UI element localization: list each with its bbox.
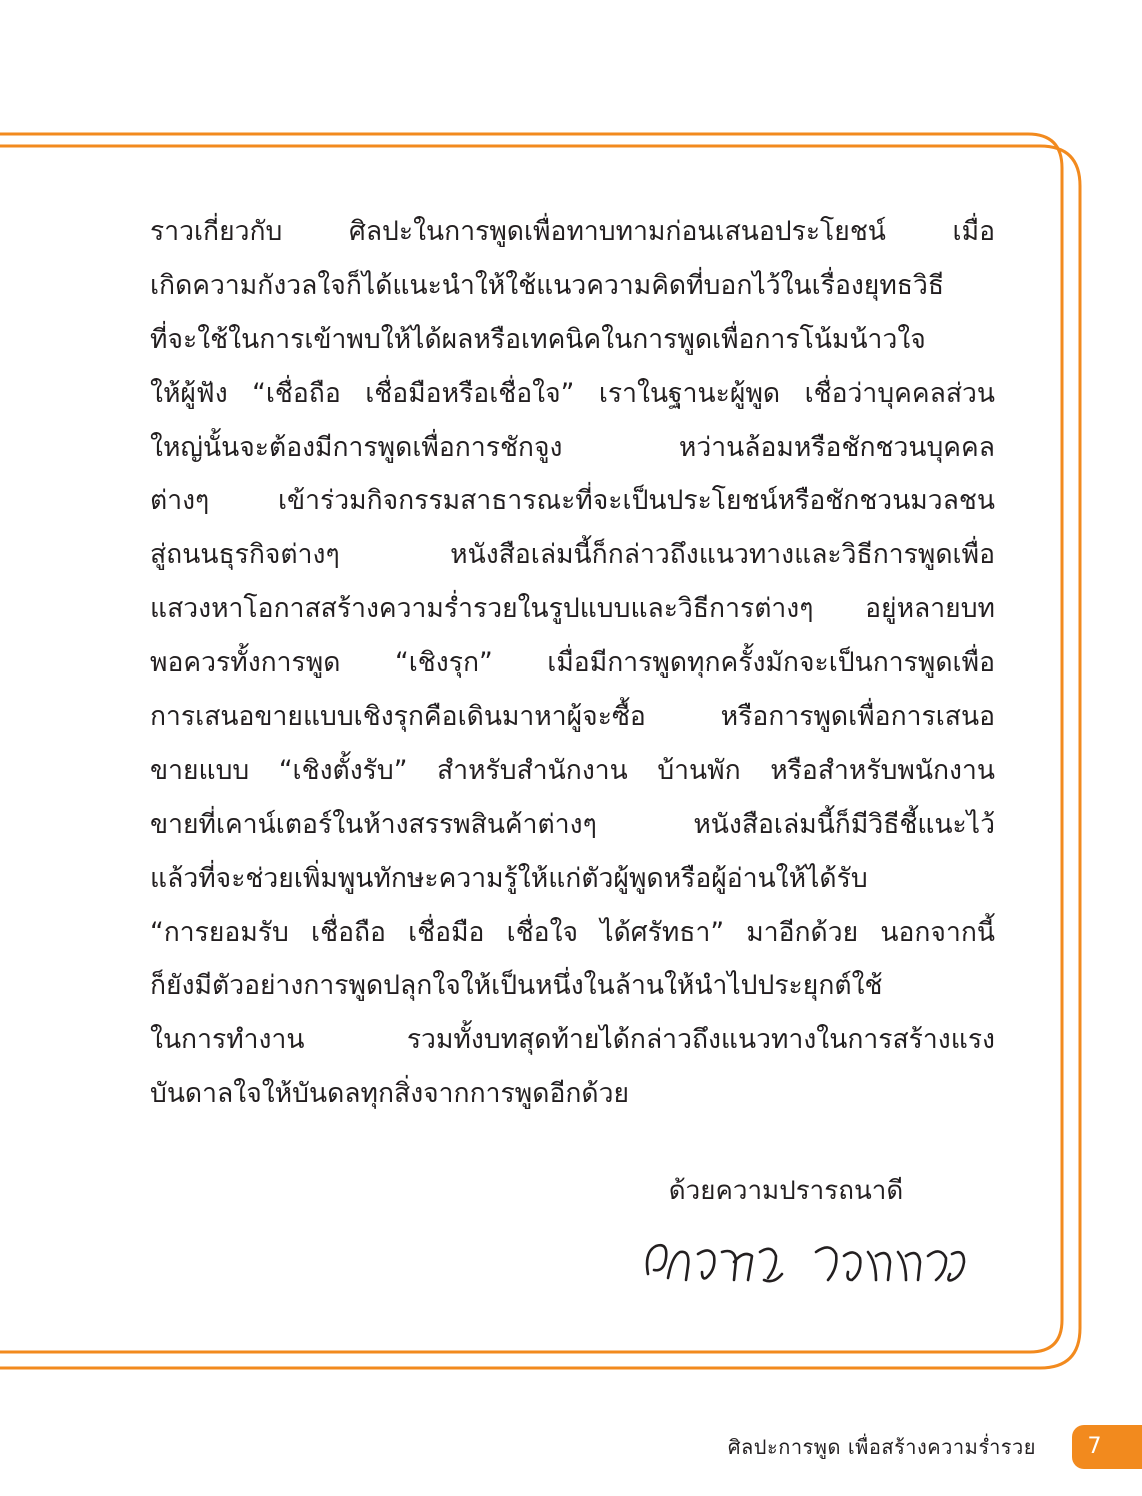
author-signature <box>640 1222 970 1292</box>
body-line: สู่ถนนธุรกิจต่างๆ หนังสือเล่มนี้ก็กล่าวถึงแนวทางและวิธีการพูดเพื่อ <box>150 539 995 571</box>
body-line: “การยอมรับ เชื่อถือ เชื่อมือ เชื่อใจ ได้ศรัทธา” มาอีกด้วย นอกจากนี้ <box>150 916 995 948</box>
body-line: เกิดความกังวลใจก็ได้แนะนำให้ใช้แนวความคิดที่บอกไว้ในเรื่องยุทธวิธี <box>150 269 945 301</box>
page-number: 7 <box>1087 1434 1102 1459</box>
body-line: บันดาลใจให้บันดลทุกสิ่งจากการพูดอีกด้วย <box>150 1078 630 1110</box>
body-line: ที่จะใช้ในการเข้าพบให้ได้ผลหรือเทคนิคในการพูดเพื่อการโน้มน้าวใจ <box>150 323 926 355</box>
body-line: ก็ยังมีตัวอย่างการพูดปลุกใจให้เป็นหนึ่งในล้านให้นำไปประยุกต์ใช้ <box>150 970 883 1002</box>
body-line: ในการทำงาน รวมทั้งบทสุดท้ายได้กล่าวถึงแนวทางในการสร้างแรง <box>150 1024 995 1056</box>
body-line: การเสนอขายแบบเชิงรุกคือเดินมาหาผู้จะซื้อ หรือการพูดเพื่อการเสนอ <box>150 701 995 733</box>
body-line: แล้วที่จะช่วยเพิ่มพูนทักษะความรู้ให้แก่ตัวผู้พูดหรือผู้อ่านให้ได้รับ <box>150 862 868 894</box>
body-line: ใหญ่นั้นจะต้องมีการพูดเพื่อการชักจูง หว่านล้อมหรือชักชวนบุคคล <box>150 431 995 463</box>
foreword-body <box>150 205 995 1121</box>
body-line: ให้ผู้ฟัง “เชื่อถือ เชื่อมือหรือเชื่อใจ” เราในฐานะผู้พูด เชื่อว่าบุคคลส่วน <box>150 377 995 409</box>
body-line: ขายแบบ “เชิงตั้งรับ” สำหรับสำนักงาน บ้านพัก หรือสำหรับพนักงาน <box>150 754 995 786</box>
body-line: ราวเกี่ยวกับ ศิลปะในการพูดเพื่อทาบทามก่อนเสนอประโยชน์ เมื่อ <box>150 216 995 247</box>
body-line: ขายที่เคาน์เตอร์ในห้างสรรพสินค้าต่างๆ หนังสือเล่มนี้ก็มีวิธีชี้แนะไว้ <box>150 808 995 840</box>
footer-book-title: ศิลปะการพูด เพื่อสร้างความร่ำรวย <box>727 1435 1036 1459</box>
body-line: พอควรทั้งการพูด “เชิงรุก” เมื่อมีการพูดทุกครั้งมักจะเป็นการพูดเพื่อ <box>150 647 995 679</box>
body-line: ต่างๆ เข้าร่วมกิจกรรมสาธารณะที่จะเป็นประโยชน์หรือชักชวนมวลชน <box>150 485 995 517</box>
closing-salutation: ด้วยความปรารถนาดี <box>668 1176 904 1206</box>
body-line: แสวงหาโอกาสสร้างความร่ำรวยในรูปแบบและวิธีการต่างๆ อยู่หลายบท <box>150 593 995 625</box>
